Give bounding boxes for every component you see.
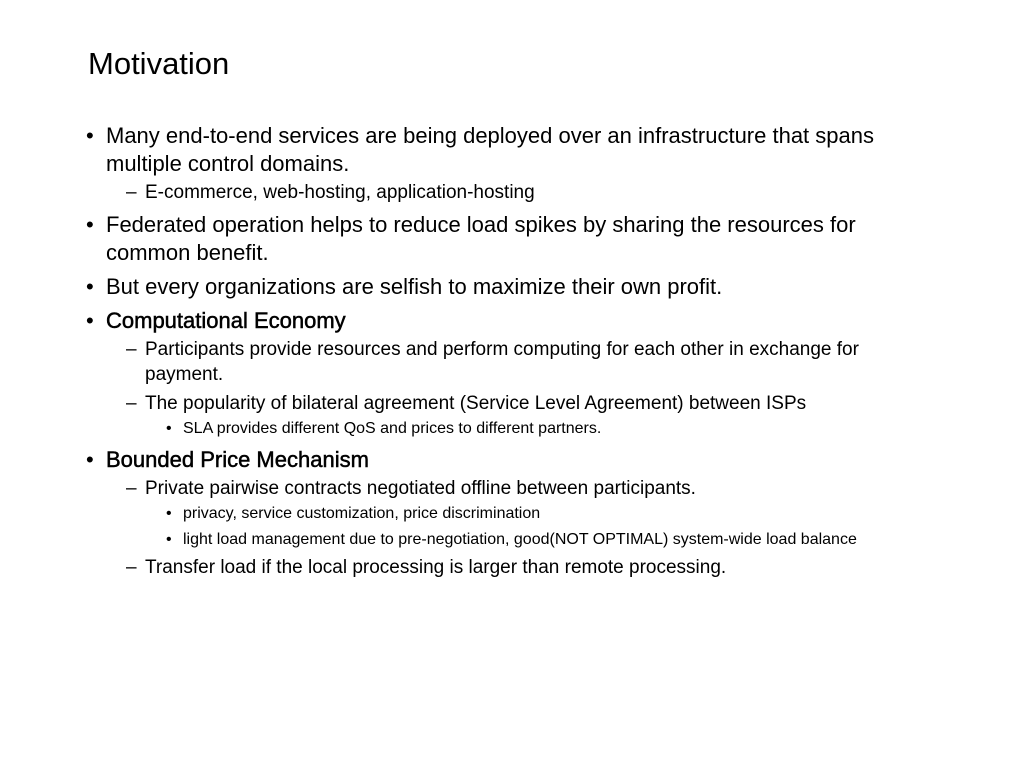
sub-bullet-item — [106, 476, 944, 551]
sub-bullet-list — [106, 476, 944, 580]
bullet-item — [84, 122, 944, 205]
sub-sub-bullet-text: • privacy, service customization, price discrimination — [183, 505, 541, 522]
bullet-item — [84, 211, 944, 267]
sub-bullet-item — [106, 391, 944, 440]
sub-bullet-text: – Private pairwise contracts negotiated offline between participants. — [145, 478, 696, 499]
bullet-text: Computational Economy — [106, 308, 346, 333]
sub-bullet-item — [106, 180, 944, 205]
sub-bullet-text: – Transfer load if the local processing is larger than remote processing. — [145, 557, 727, 578]
sub-sub-bullet-list — [106, 418, 944, 440]
sub-bullet-text: – E-commerce, web-hosting, application-hosting — [145, 182, 535, 203]
sub-bullet-text: – Participants provide resources and perform computing for each other in exchange for payment. — [145, 339, 859, 385]
sub-sub-bullet-list — [106, 503, 944, 551]
sub-sub-bullet-text: • SLA provides different QoS and prices to different partners. — [183, 420, 602, 437]
bullet-text: Many end-to-end services are being deployed over an infrastructure that spans multiple control domains. — [106, 123, 874, 176]
bullet-item — [84, 273, 944, 301]
bullet-text: Bounded Price Mechanism — [106, 447, 369, 472]
bullet-item — [84, 446, 944, 580]
sub-sub-bullet-item — [106, 503, 944, 525]
sub-sub-bullet-item — [106, 529, 944, 551]
bullet-text: But every organizations are selfish to maximize their own profit. — [106, 274, 723, 299]
bullet-list — [84, 122, 944, 586]
sub-sub-bullet-item — [106, 418, 944, 440]
slide-title: Motivation — [88, 46, 230, 81]
sub-sub-bullet-text: • light load management due to pre-negotiation, good(NOT OPTIMAL) system-wide load balance — [183, 531, 857, 548]
bullet-text: Federated operation helps to reduce load spikes by sharing the resources for common benefit. — [106, 212, 856, 265]
sub-bullet-text: – The popularity of bilateral agreement (Service Level Agreement) between ISPs — [145, 393, 807, 414]
sub-bullet-item — [106, 337, 944, 387]
sub-bullet-list — [106, 337, 944, 440]
bullet-item — [84, 307, 944, 440]
sub-bullet-item — [106, 555, 944, 580]
sub-bullet-list — [106, 180, 944, 205]
